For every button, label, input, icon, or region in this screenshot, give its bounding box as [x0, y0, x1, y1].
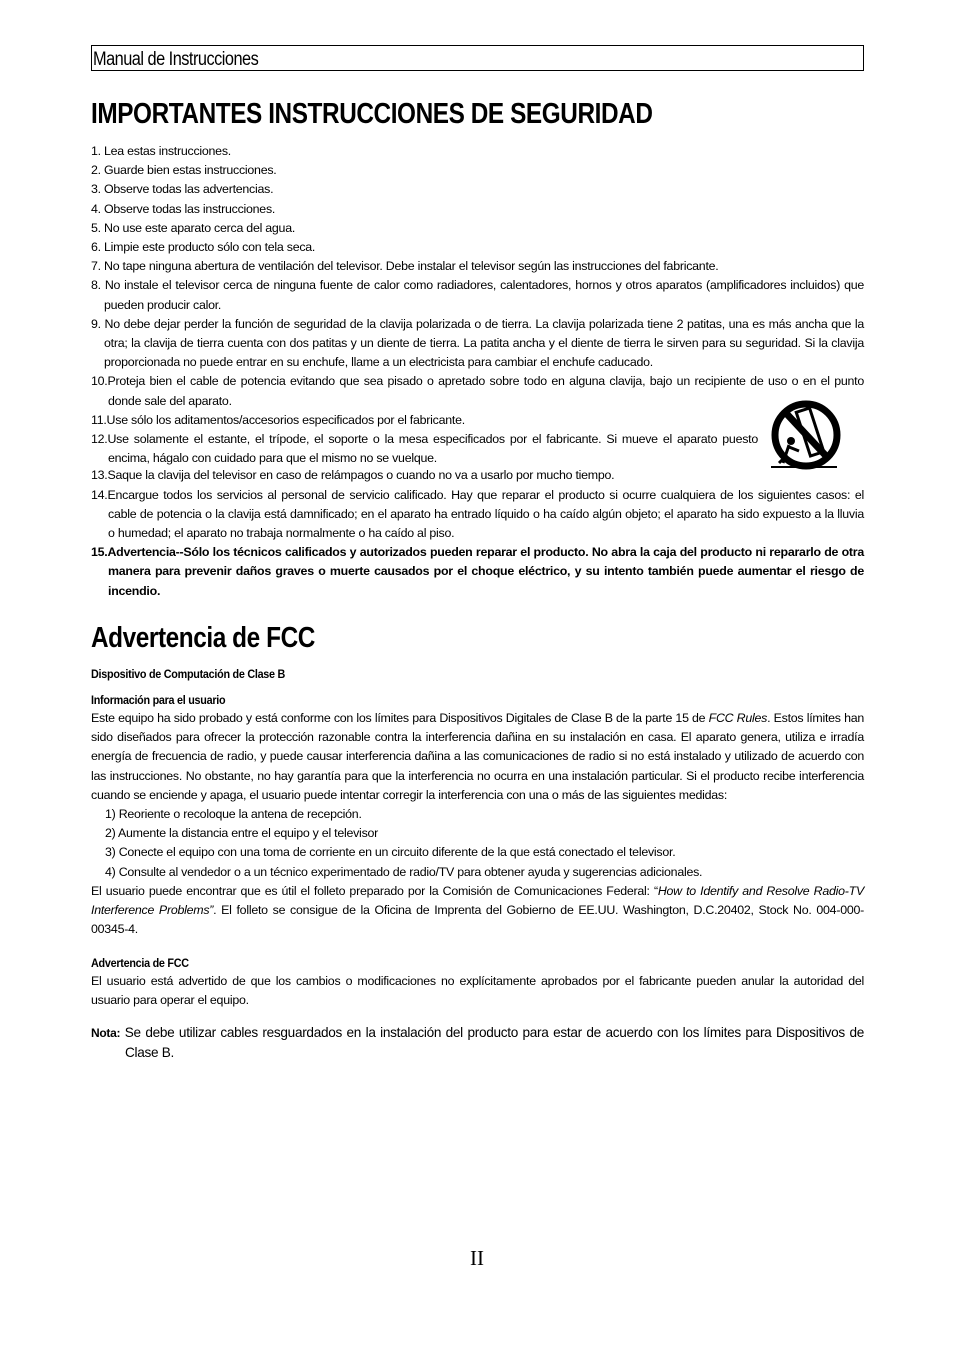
page-number: II	[470, 1246, 484, 1270]
list-item: 10.Proteja bien el cable de potencia evitando que sea pisado o apretado sobre todo en alguna clavija, bajo un recipiente de uso o en el punto donde sale del aparato.	[91, 374, 864, 408]
list-item: 4. Observe todas las instrucciones.	[91, 201, 276, 216]
measure-item: 3) Conecte el equipo con una toma de corriente en un circuito diferente de la que está conectado el televisor.	[105, 845, 676, 860]
cart-tip-over-warning-icon	[767, 399, 845, 473]
safety-instructions-list	[91, 142, 864, 601]
fcc-title: Advertencia de FCC	[91, 622, 315, 654]
list-item-warning: 15.Advertencia--Sólo los técnicos calificados y autorizados pueden reparar el producto. No abra la caja del producto ni repararlo de otra manera para prevenir daños graves o muerte causados por el choque eléctrico, y su intento también puede aumentar el riesgo de incendio.	[91, 545, 864, 598]
list-item: 8. No instale el televisor cerca de ninguna fuente de calor como radiadores, calentadores, hornos y otros aparatos (amplificadores incluidos) que pueden producir calor.	[91, 278, 864, 312]
device-class-heading: Dispositivo de Computación de Clase B	[91, 667, 286, 681]
fcc-warning-heading: Advertencia de FCC	[91, 956, 189, 970]
list-item: 1. Lea estas instrucciones.	[91, 144, 231, 158]
list-item: 5. No use este aparato cerca del agua.	[91, 220, 296, 235]
note-label: Nota:	[91, 1026, 121, 1040]
page-header	[91, 45, 864, 71]
booklet-paragraph: El usuario puede encontrar que es útil el folleto preparado por la Comisión de Comunicaciones Federal: “How to Identify and Resolve Radio-TV Interference Problems”. El folleto se consigue de la Oficina de Imprenta del Gobierno de EE.UU. Washington, D.C.20402, Stock No. 004-000-00345-4.	[91, 883, 865, 937]
safety-title: IMPORTANTES INSTRUCCIONES DE SEGURIDAD	[91, 98, 653, 130]
list-item: 14.Encargue todos los servicios al personal de servicio calificado. Hay que reparar el producto si ocurre cualquiera de los siguientes casos: el cable de potencia o la clavija está damnificado; en el aparato ha entrado líquido o ha caído algún objeto; el aparato ha sido expuesto a la lluvia o humedad; el aparato no trabaja normalmente o ha caído al piso.	[91, 487, 864, 541]
user-info-heading: Información para el usuario	[91, 693, 226, 707]
list-item: 11.Use sólo los aditamentos/accesorios especificados por el fabricante.	[91, 412, 465, 427]
list-item: 7. No tape ninguna abertura de ventilación del televisor. Debe instalar el televisor según las instrucciones del fabricante.	[91, 259, 719, 274]
measure-item: 1) Reoriente o recoloque la antena de recepción.	[105, 807, 362, 822]
list-item: 2. Guarde bien estas instrucciones.	[91, 163, 277, 178]
list-item: 6. Limpie este producto sólo con tela seca.	[91, 240, 316, 255]
fcc-compliance-paragraph: Este equipo ha sido probado y está conforme con los límites para Dispositivos Digitales de Clase B de la parte 15 de FCC Rules. Estos límites han sido diseñados para ofrecer la protección razonable contra la interferencia dañina en su instalación en casa. El aparato genera, utiliza e irradía energía de frecuencia de radio, y puede causar interferencia dañina a las comunicaciones de radio si no está instalado y utilizado de acuerdo con las instrucciones. No obstante, no hay garantía para que la interferencia no ocurra en una instalación particular. Si el producto recibe interferencia cuando se enciende y apaga, el usuario puede intentar corregir la interferencia con una o más de las siguientes medidas: 1) Reoriente o recoloque la antena de recepción. 2) Aumente la distancia entre el equipo y el televisor 3) Conecte el equipo con una toma de corriente en un circuito diferente de la que está conectado el televisor. 4) Consulte al vendedor o a un técnico experimentado de radio/TV para obtener ayuda y sugerencias adicionales. El usuario puede encontrar que es útil el folleto preparado por la Comisión de Comunicaciones Federal: “How to Identify and Resolve Radio-TV Interference Problems”. El folleto se consigue de la Oficina de Imprenta del Gobierno de EE.UU. Washington, D.C.20402, Stock No. 004-000-00345-4.	[91, 709, 864, 939]
header-title: Manual de Instrucciones	[93, 49, 259, 70]
measure-item: 2) Aumente la distancia entre el equipo y el televisor	[105, 826, 379, 841]
list-item: 12.Use solamente el estante, el trípode, el soporte o la mesa especificados por el fabricante. Si mueve el aparato puesto encima, hágalo con cuidado para que el mismo no se vuelque.	[91, 432, 758, 466]
list-item: 9. No debe dejar perder la función de seguridad de la clavija polarizada o de tierra. La clavija polarizada tiene 2 patitas, una es más ancha que la otra; la clavija de tierra cuenta con dos patitas y un diente de tierra. La patita ancha y el diente de tierra le sirven para su seguridad. Si la clavija proporcionada no puede entrar en su enchufe, llame a un electricista para cambiar el enchufe caducado.	[91, 316, 864, 370]
note-paragraph: Nota: Se debe utilizar cables resguardados en la instalación del producto para estar de acuerdo con los límites para Dispositivos de Clase B.	[91, 1025, 864, 1060]
fcc-warning-text: El usuario está advertido de que los cambios o modificaciones no explícitamente aprobados por el fabricante pueden anular la autoridad del usuario para operar el equipo.	[91, 974, 864, 1008]
list-item: 13.Saque la clavija del televisor en caso de relámpagos o cuando no va a usarlo por mucho tiempo.	[91, 468, 615, 483]
manual-page	[91, 45, 865, 1060]
measure-item: 4) Consulte al vendedor o a un técnico experimentado de radio/TV para obtener ayuda y sugerencias adicionales.	[105, 864, 703, 879]
list-item: 3. Observe todas las advertencias.	[91, 182, 274, 197]
